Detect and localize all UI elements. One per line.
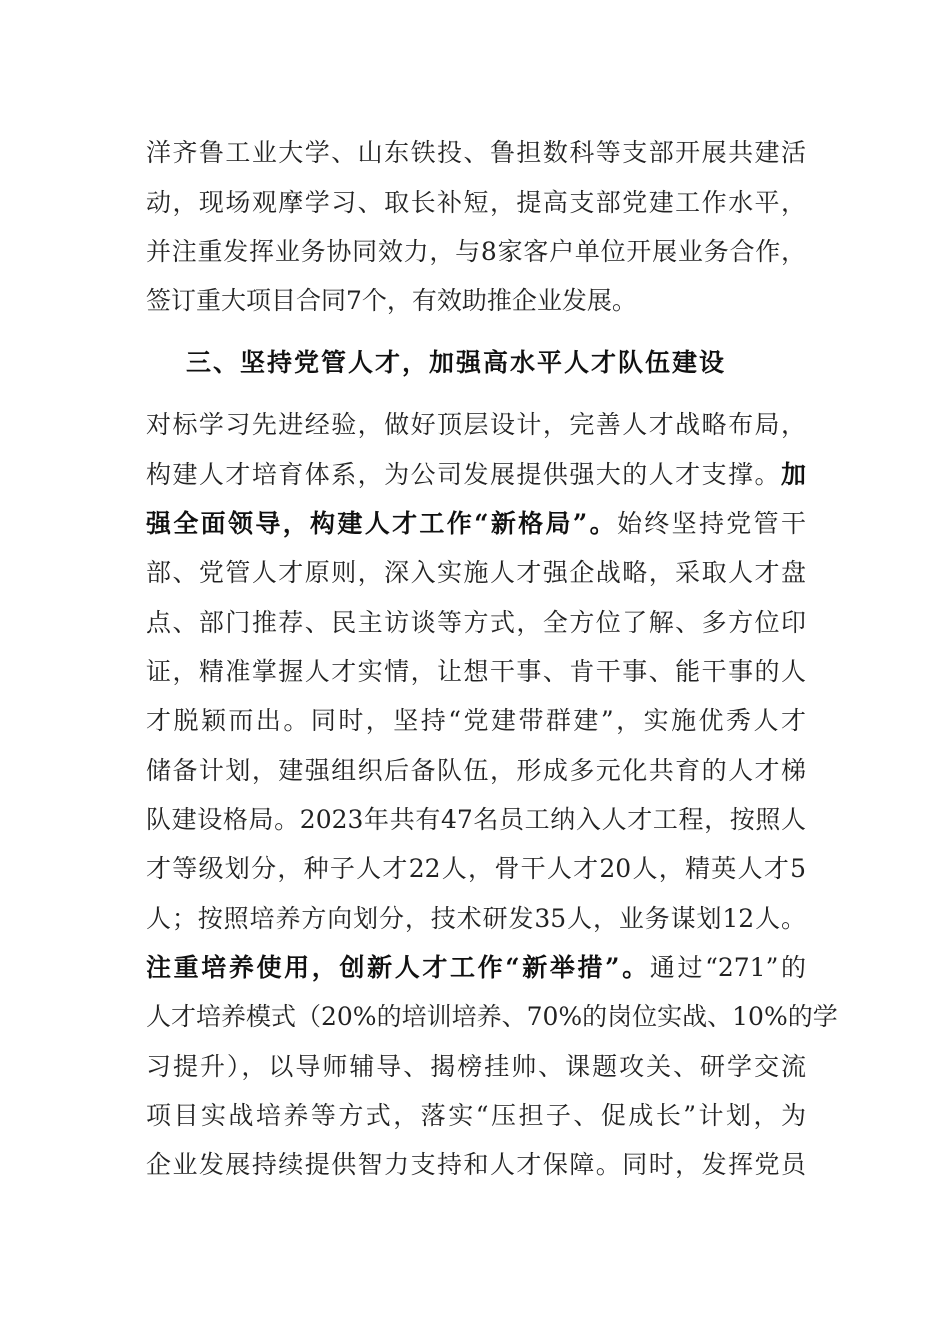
paragraph-line: 动，现场观摩学习、取长补短，提高支部党建工作水平，: [146, 188, 806, 217]
paragraph-line: 储备计划，建强组织后备队伍，形成多元化共育的人才梯: [146, 756, 806, 785]
paragraph-line: 才脱颖而出。同时，坚持“党建带群建”，实施优秀人才: [146, 706, 806, 735]
paragraph-line: 人才培养模式（20%的培训培养、70%的岗位实战、10%的学: [146, 1002, 838, 1031]
bold-lead-text: 强全面领导，构建人才工作“新格局”。: [146, 509, 617, 538]
paragraph-line: 部、党管人才原则，深入实施人才强企战略，采取人才盘: [146, 558, 806, 587]
section-heading: 三、坚持党管人才，加强高水平人才队伍建设: [186, 348, 727, 377]
bold-lead-text: 注重培养使用，创新人才工作“新举措”。: [146, 953, 650, 982]
paragraph-line: 并注重发挥业务协同效力，与8家客户单位开展业务合作，: [146, 237, 806, 266]
paragraph-text: 构建人才培育体系，为公司发展提供强大的人才支撑。: [146, 460, 781, 489]
paragraph-line: 项目实战培养等方式，落实“压担子、促成长”计划，为: [146, 1101, 806, 1130]
paragraph-line: 对标学习先进经验，做好顶层设计，完善人才战略布局，: [146, 410, 806, 439]
paragraph-line: 才等级划分，种子人才22人，骨干人才20人，精英人才5: [146, 854, 806, 883]
paragraph-line: [146, 948, 806, 988]
paragraph-line: 企业发展持续提供智力支持和人才保障。同时，发挥党员: [146, 1150, 806, 1179]
paragraph-line: 习提升），以导师辅导、揭榜挂帅、课题攻关、研学交流: [146, 1052, 806, 1081]
paragraph-line: 证，精准掌握人才实情，让想干事、肯干事、能干事的人: [146, 657, 806, 686]
paragraph-text: 始终坚持党管干: [616, 509, 806, 538]
paragraph-line: 点、部门推荐、民主访谈等方式，全方位了解、多方位印: [146, 608, 806, 637]
paragraph-line: 队建设格局。2023年共有47名员工纳入人才工程，按照人: [146, 805, 806, 834]
bold-lead-text: 加: [780, 460, 806, 489]
paragraph-line: 洋齐鲁工业大学、山东铁投、鲁担数科等支部开展共建活: [146, 138, 806, 167]
paragraph-line: [146, 504, 806, 544]
paragraph-line: 签订重大项目合同7个，有效助推企业发展。: [146, 286, 637, 315]
paragraph-text: 通过“271”的: [649, 953, 806, 982]
paragraph-line: [146, 455, 806, 495]
paragraph-line: 人；按照培养方向划分，技术研发35人，业务谋划12人。: [146, 904, 806, 933]
